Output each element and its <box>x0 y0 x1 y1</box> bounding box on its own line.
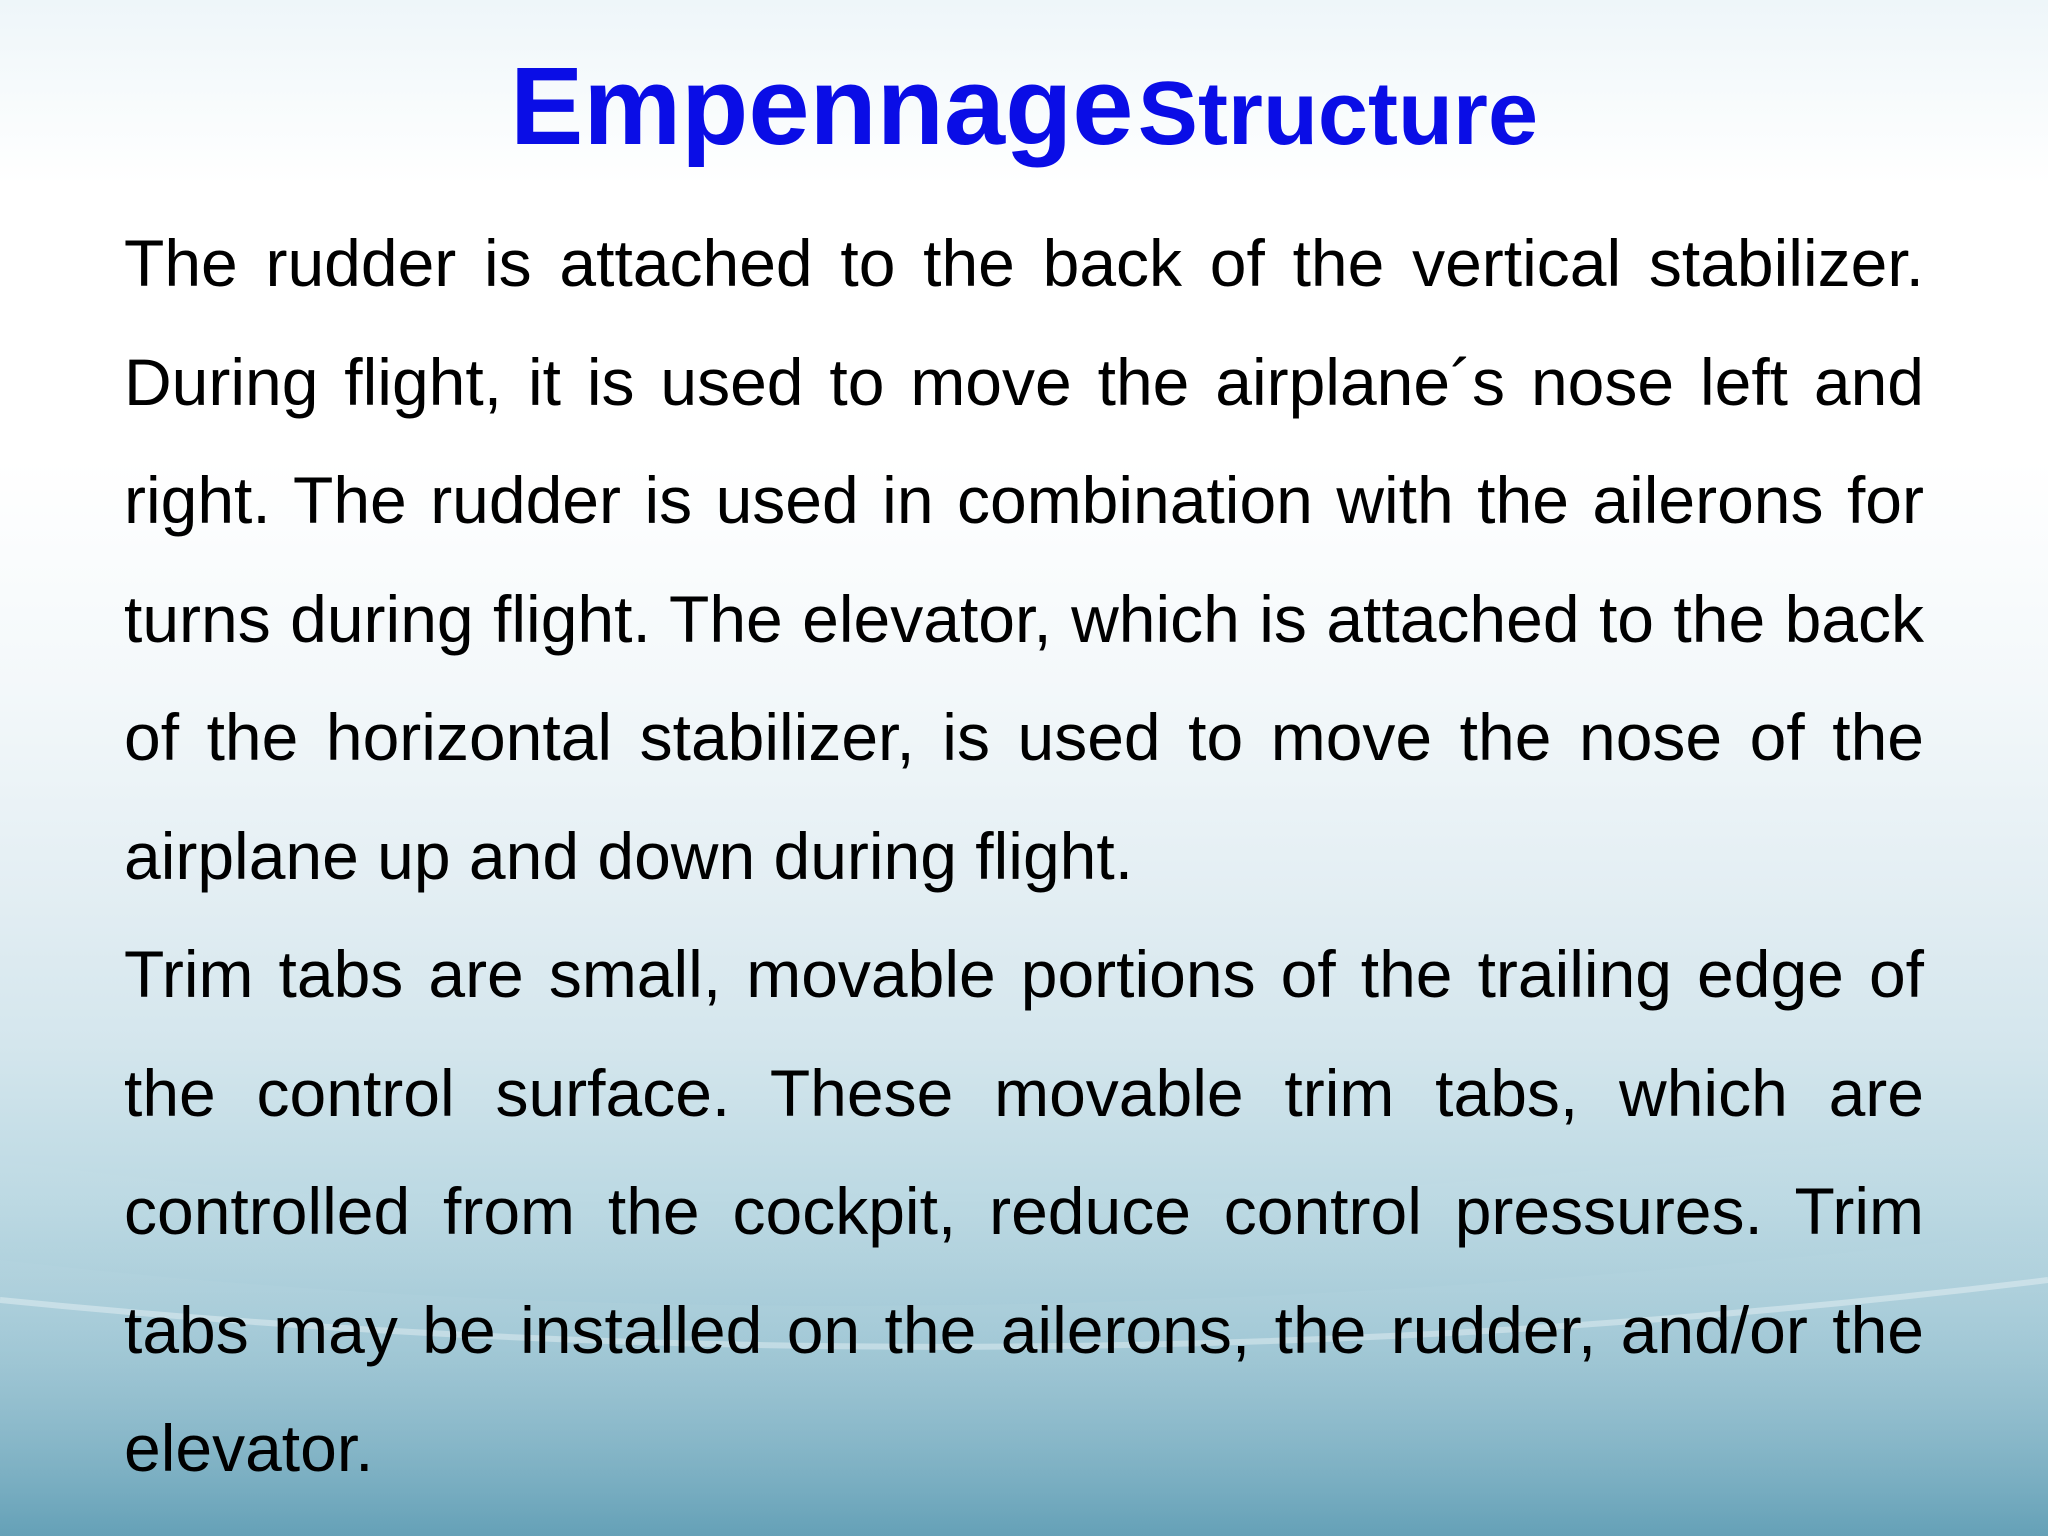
title-word-1: Empennage <box>509 45 1134 168</box>
title-word-2: Structure <box>1137 64 1538 164</box>
paragraph-rudder-elevator: The rudder is attached to the back of the vertical stabilizer. During flight, it is used to move the airplane´s nose left and right. The rudder is used in combination with the ailerons for turns during flight. The elevator, which is attached to the back of the horizontal stabilizer, is used to move the nose of the airplane up and down during flight. <box>124 226 1924 893</box>
slide-title <box>0 42 2048 205</box>
slide-body <box>124 204 1924 1508</box>
paragraph-trim-tabs: Trim tabs are small, movable portions of the trailing edge of the control surface. These movable trim tabs, which are controlled from the cockpit, reduce control pressures. Trim tabs may be installed on the ailerons, the rudder, and/or the elevator. <box>124 937 1924 1485</box>
